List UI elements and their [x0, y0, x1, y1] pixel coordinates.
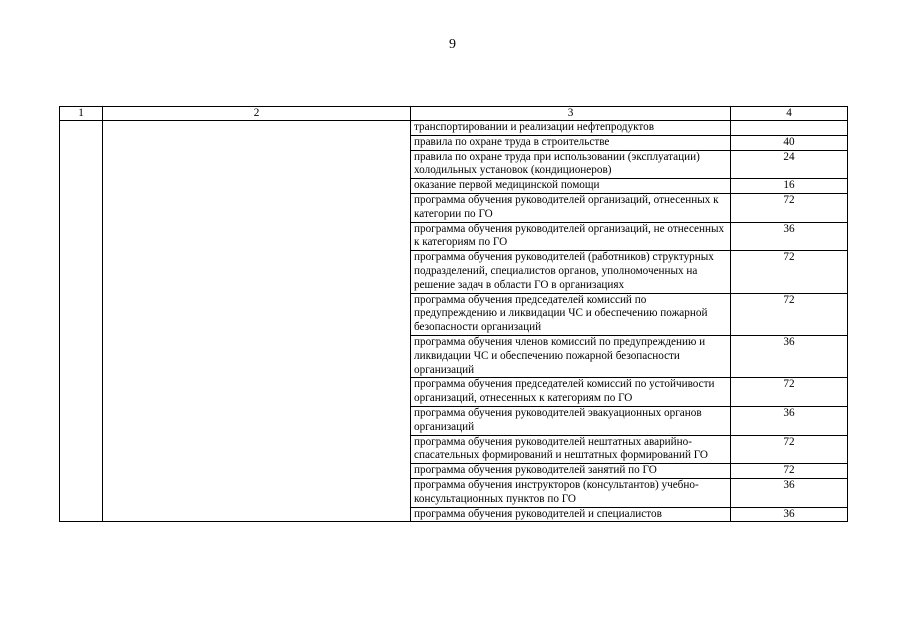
- column-number-3: 3: [411, 107, 731, 121]
- hours-cell: [731, 121, 848, 136]
- program-name-cell: программа обучения руководителей и специалистов: [411, 507, 731, 522]
- program-name-cell: правила по охране труда при использовании (эксплуатации) холодильных установок (кондиционеров): [411, 150, 731, 179]
- program-name-cell: программа обучения руководителей эвакуационных органов организаций: [411, 406, 731, 435]
- program-name-cell: оказание первой медицинской помощи: [411, 179, 731, 194]
- column-number-1: 1: [60, 107, 103, 121]
- table-body: [60, 107, 848, 522]
- program-name-cell: транспортировании и реализации нефтепродуктов: [411, 121, 731, 136]
- hours-cell: 72: [731, 435, 848, 464]
- table-row: [60, 121, 848, 136]
- column-1-cell: [60, 121, 103, 522]
- program-name-cell: программа обучения инструкторов (консультантов) учебно-консультационных пунктов по ГО: [411, 478, 731, 507]
- column-number-2: 2: [103, 107, 411, 121]
- program-name-cell: программа обучения членов комиссий по предупреждению и ликвидации ЧС и обеспечению пожарной безопасности организаций: [411, 335, 731, 377]
- hours-cell: 72: [731, 193, 848, 222]
- hours-cell: 72: [731, 251, 848, 293]
- program-hours-table: [59, 106, 848, 522]
- program-name-cell: программа обучения руководителей организаций, отнесенных к категории по ГО: [411, 193, 731, 222]
- hours-cell: 36: [731, 406, 848, 435]
- program-name-cell: правила по охране труда в строительстве: [411, 135, 731, 150]
- hours-cell: 40: [731, 135, 848, 150]
- hours-cell: 72: [731, 464, 848, 479]
- program-name-cell: программа обучения руководителей занятий по ГО: [411, 464, 731, 479]
- hours-cell: 36: [731, 507, 848, 522]
- column-2-cell: [103, 121, 411, 522]
- hours-cell: 72: [731, 378, 848, 407]
- program-name-cell: программа обучения руководителей организаций, не отнесенных к категориям по ГО: [411, 222, 731, 251]
- hours-cell: 36: [731, 335, 848, 377]
- column-number-4: 4: [731, 107, 848, 121]
- hours-cell: 72: [731, 293, 848, 335]
- column-number-row: [60, 107, 848, 121]
- hours-cell: 16: [731, 179, 848, 194]
- hours-cell: 36: [731, 222, 848, 251]
- program-name-cell: программа обучения руководителей нештатных аварийно-спасательных формирований и нештатных формирований ГО: [411, 435, 731, 464]
- program-name-cell: программа обучения председателей комиссий по предупреждению и ликвидации ЧС и обеспечению пожарной безопасности организаций: [411, 293, 731, 335]
- program-name-cell: программа обучения председателей комиссий по устойчивости организаций, отнесенных к категориям по ГО: [411, 378, 731, 407]
- hours-cell: 24: [731, 150, 848, 179]
- page-number: 9: [449, 37, 456, 52]
- program-name-cell: программа обучения руководителей (работников) структурных подразделений, специалистов органов, уполномоченных на решение задач в области ГО в организациях: [411, 251, 731, 293]
- hours-cell: 36: [731, 478, 848, 507]
